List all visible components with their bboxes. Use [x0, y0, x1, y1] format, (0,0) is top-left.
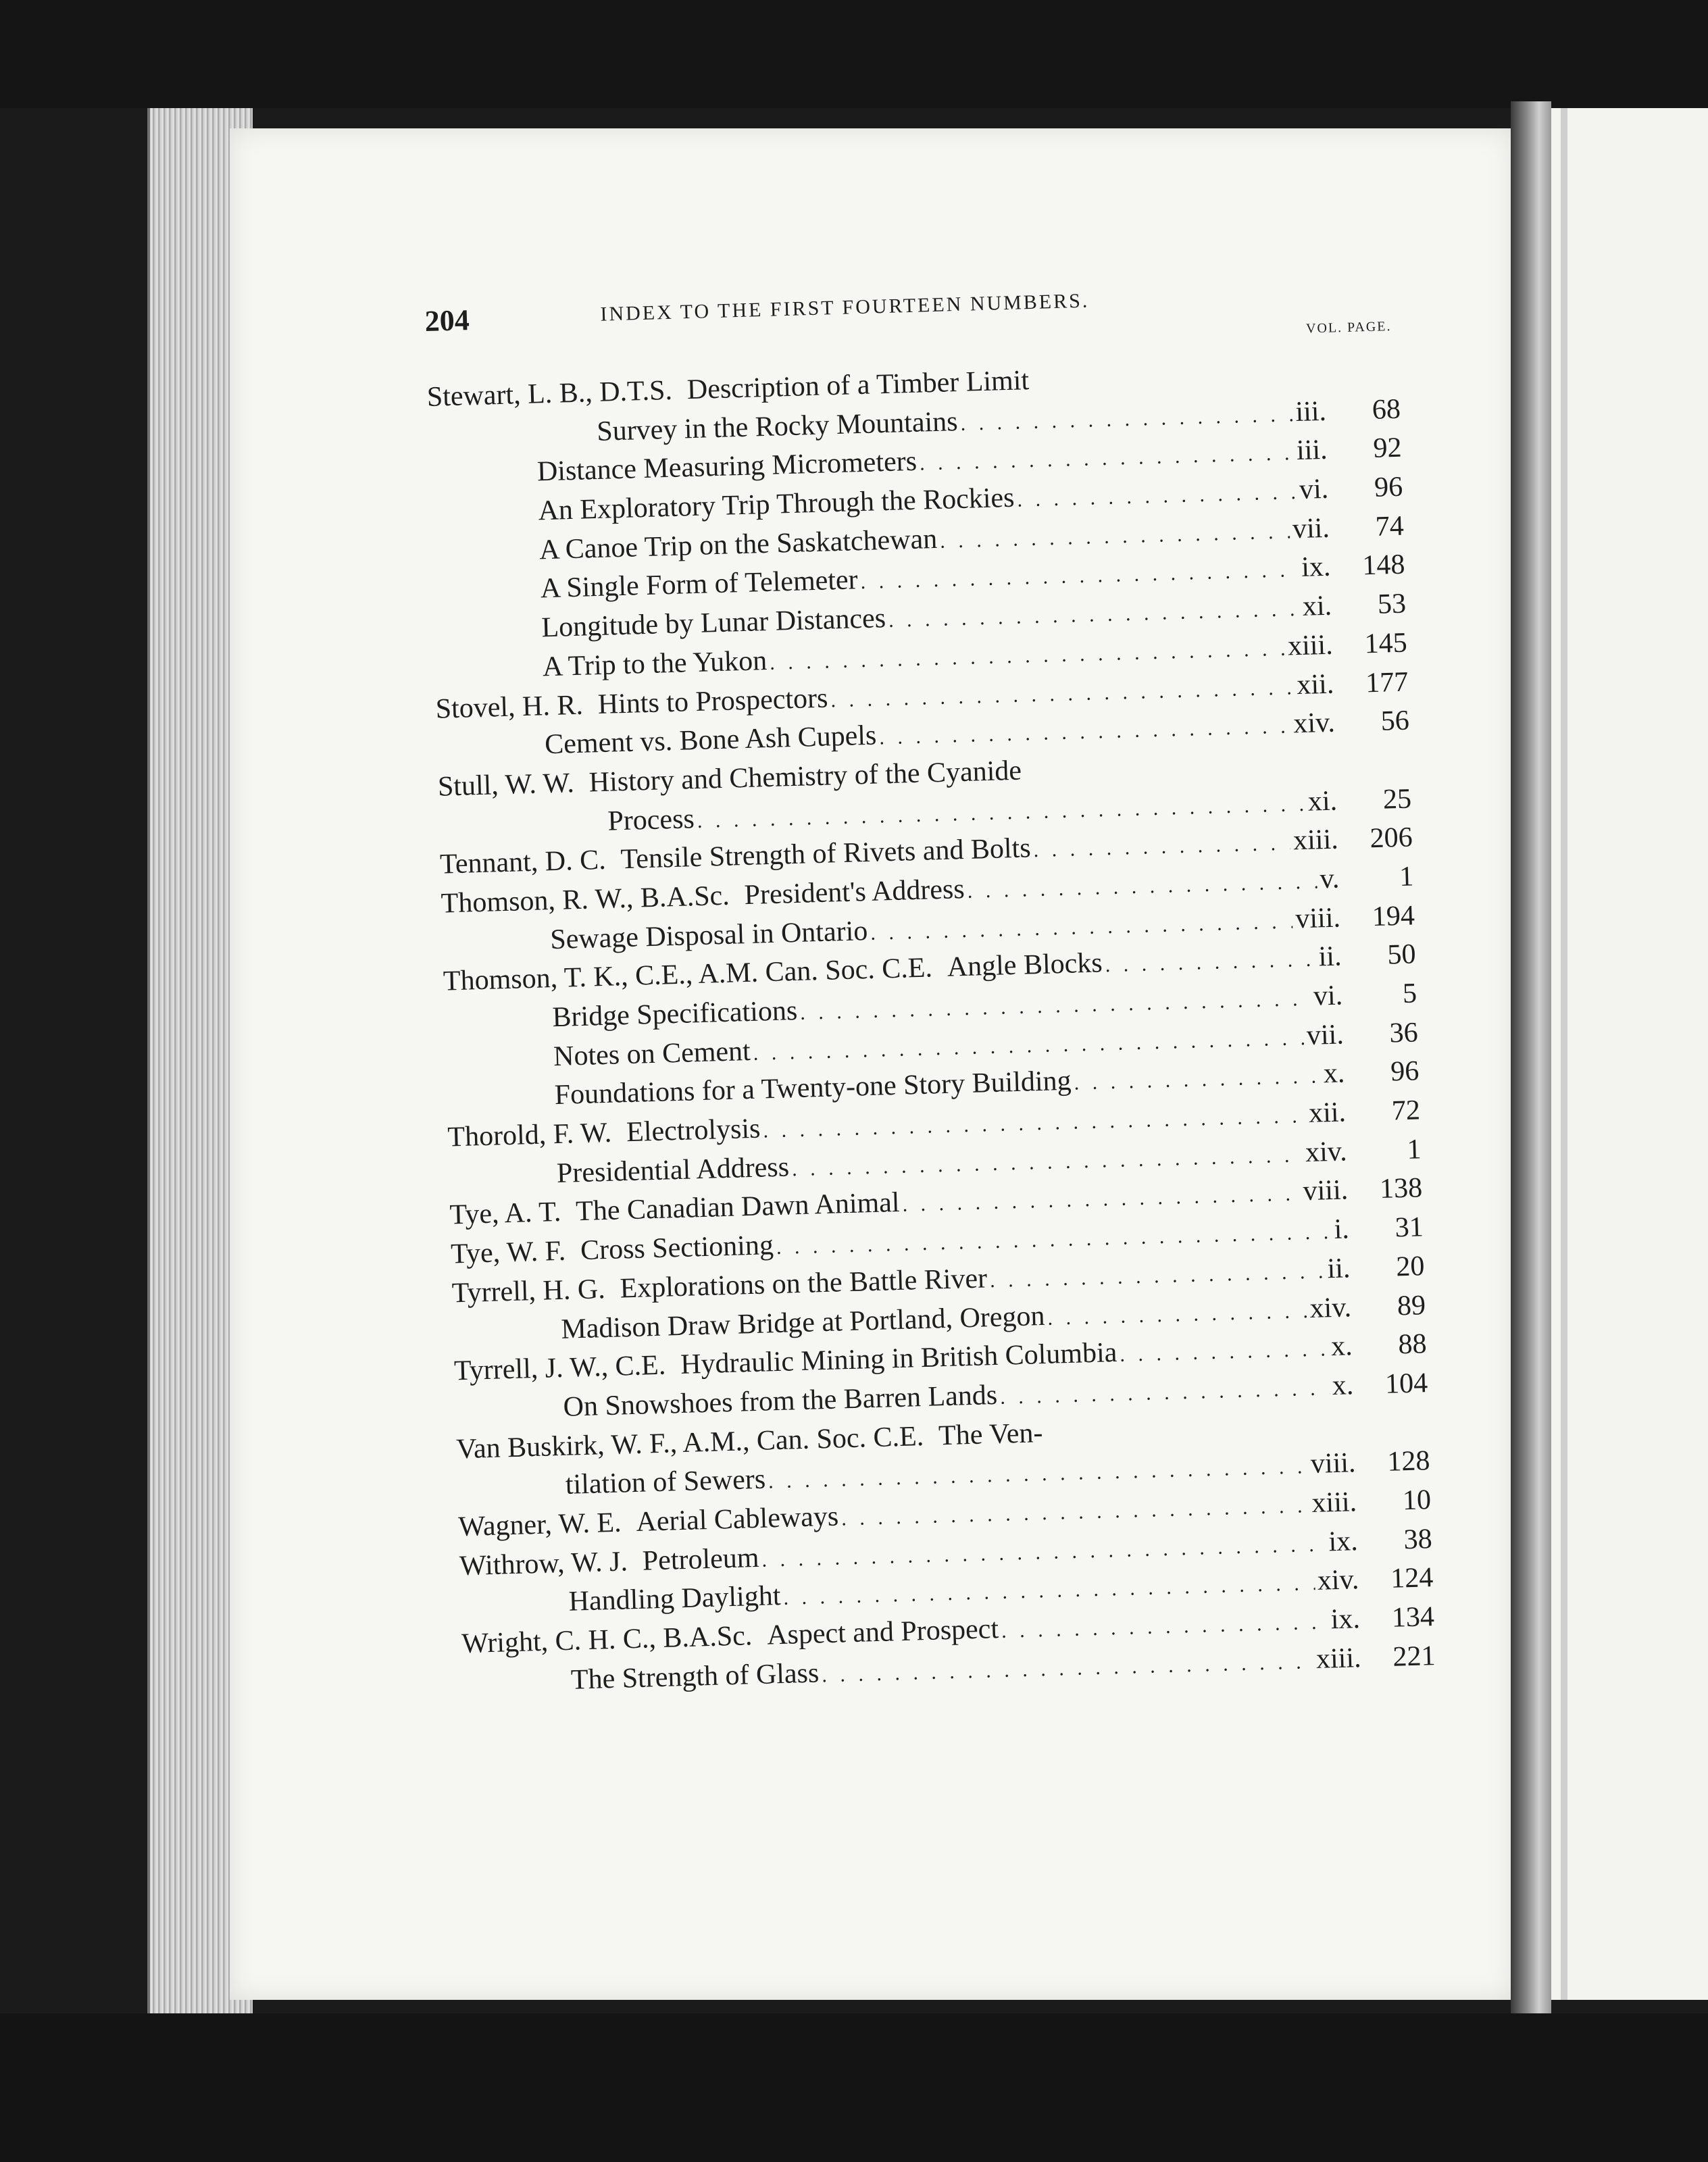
- entry-volume: vi.: [1313, 980, 1343, 1012]
- entry-volume: xiii.: [1311, 1486, 1357, 1519]
- dot-leader: [1024, 771, 1333, 780]
- entry-author: Van Buskirk, W. F., A.M., Can. Soc. C.E.: [455, 1420, 924, 1465]
- entry-author: Stovel, H. R.: [435, 689, 584, 725]
- entry-volume: xiv.: [1292, 707, 1336, 740]
- entry-volume: vii.: [1306, 1019, 1345, 1051]
- entry-volume: xi.: [1302, 590, 1332, 622]
- entry-title: Petroleum: [642, 1542, 760, 1577]
- entry-page: 89: [1397, 1289, 1426, 1322]
- facing-page-edge: [1561, 108, 1567, 2000]
- entry-page: 138: [1379, 1172, 1423, 1205]
- entry-volume: xii.: [1308, 1097, 1347, 1129]
- dot-leader: [1120, 1330, 1329, 1374]
- entry-title: Electrolysis: [626, 1113, 761, 1149]
- entry-author: Stull, W. W.: [437, 767, 575, 803]
- dot-leader: [1032, 381, 1322, 389]
- entry-page: 221: [1392, 1640, 1436, 1673]
- entry-title: A Single Form of Telemeter: [540, 564, 859, 605]
- dot-leader: [1033, 824, 1291, 870]
- entry-volume: x.: [1323, 1057, 1345, 1090]
- entry-page: [1326, 379, 1400, 381]
- entry-volume: x.: [1332, 1369, 1354, 1401]
- entry-page: 68: [1372, 393, 1401, 426]
- entry-page: 56: [1380, 705, 1410, 737]
- entry-title: Bridge Specifications: [551, 995, 798, 1034]
- entry-volume: xiv.: [1309, 1291, 1352, 1324]
- column-headings: VOL. PAGE.: [1305, 319, 1392, 336]
- entry-volume: vii.: [1292, 512, 1330, 545]
- entry-title: Angle Blocks: [947, 947, 1103, 984]
- entry-page: 1: [1399, 861, 1414, 893]
- entry-page: 96: [1390, 1055, 1420, 1088]
- entry-author: Tyrrell, H. G.: [451, 1273, 606, 1309]
- entry-title: An Exploratory Trip Through the Rockies: [537, 482, 1015, 527]
- entry-author: Thomson, T. K., C.E., A.M. Can. Soc. C.E.: [443, 952, 933, 997]
- running-title: INDEX TO THE FIRST FOURTEEN NUMBERS.: [600, 289, 1090, 326]
- entry-volume: vi.: [1299, 473, 1329, 506]
- entry-page: 96: [1374, 471, 1403, 503]
- entry-title: tilation of Sewers: [565, 1463, 766, 1501]
- entry-volume: viii.: [1295, 902, 1341, 934]
- entry-page: 74: [1375, 510, 1405, 543]
- entry-title: Aerial Cableways: [635, 1501, 839, 1538]
- entry-volume: xiii.: [1315, 1642, 1362, 1675]
- entry-page: 1: [1406, 1134, 1422, 1165]
- entry-title: Cross Sectioning: [580, 1230, 774, 1267]
- entry-title: On Snowshoes from the Barren Lands: [563, 1379, 998, 1423]
- entry-title: A Canoe Trip on the Saskatchewan: [538, 523, 938, 566]
- entry-title: Aspect and Prospect: [766, 1613, 999, 1651]
- entry-title: Notes on Cement: [553, 1035, 751, 1072]
- scan-background-bottom: [0, 2013, 1708, 2162]
- entry-author: Tennant, D. C.: [439, 845, 607, 880]
- entry-page: 194: [1372, 900, 1415, 932]
- entry-volume: iii.: [1295, 395, 1327, 428]
- entry-page: 36: [1389, 1017, 1419, 1049]
- entry-title: Presidential Address: [556, 1151, 790, 1189]
- entry-page: 53: [1377, 588, 1407, 620]
- entry-author: Thomson, R. W., B.A.Sc.: [441, 880, 730, 920]
- entry-page: 134: [1391, 1601, 1435, 1634]
- entry-volume: xiv.: [1317, 1564, 1359, 1597]
- facing-page: [1551, 108, 1708, 2000]
- dot-leader: [1074, 1057, 1322, 1103]
- entry-page: 124: [1390, 1562, 1434, 1595]
- entry-volume: x.: [1330, 1330, 1353, 1363]
- scan-background-top: [0, 0, 1708, 108]
- entry-volume: ii.: [1318, 940, 1342, 973]
- entry-page: 92: [1372, 432, 1403, 465]
- entry-page: 104: [1384, 1367, 1428, 1400]
- entry-page: 31: [1395, 1211, 1424, 1244]
- entry-page: 128: [1386, 1445, 1431, 1478]
- entry-volume: xi.: [1307, 785, 1338, 818]
- dot-leader: [1046, 1433, 1352, 1442]
- entry-page: 25: [1382, 783, 1412, 815]
- entry-title: Tensile Strength of Rivets and Bolts: [620, 832, 1032, 876]
- entry-page: 20: [1395, 1251, 1425, 1283]
- page-number: 204: [424, 303, 470, 338]
- entry-volume: xiii.: [1292, 824, 1339, 857]
- entry-page: 88: [1397, 1328, 1428, 1361]
- book-gutter: [1511, 101, 1551, 2027]
- entry-title: Longitude by Lunar Distances: [541, 603, 886, 644]
- entry-title: President's Address: [744, 873, 965, 911]
- entry-page: 177: [1365, 666, 1409, 699]
- entry-title: Foundations for a Twenty-one Story Building: [554, 1065, 1072, 1111]
- entry-title: Process: [607, 803, 695, 837]
- entry-author: Tye, A. T.: [449, 1197, 561, 1231]
- entry-title: Madison Draw Bridge at Portland, Oregon: [560, 1300, 1046, 1345]
- entry-volume: v.: [1319, 863, 1340, 895]
- index-entries: [426, 351, 1436, 1703]
- entry-page: 206: [1370, 822, 1413, 855]
- entry-volume: xiii.: [1287, 629, 1334, 662]
- entry-title: Hydraulic Mining in British Columbia: [680, 1337, 1117, 1381]
- entry-author: Tye, W. F.: [450, 1235, 566, 1270]
- entry-title: Survey in the Rocky Mountains: [596, 405, 959, 447]
- entry-volume: ix.: [1328, 1525, 1359, 1557]
- entry-title: The Ven-: [938, 1417, 1044, 1451]
- entry-page: [1336, 768, 1411, 770]
- entry-volume: ix.: [1301, 551, 1332, 584]
- entry-volume: iii.: [1296, 434, 1328, 467]
- entry-volume: viii.: [1303, 1174, 1349, 1207]
- entry-title: Distance Measuring Micrometers: [536, 446, 918, 488]
- entry-title: The Canadian Dawn Animal: [575, 1187, 901, 1228]
- entry-title: A Trip to the Yukon: [542, 645, 768, 683]
- entry-volume: i.: [1333, 1213, 1350, 1246]
- entry-title: The Strength of Glass: [570, 1657, 820, 1696]
- entry-page: 145: [1363, 627, 1408, 660]
- entry-volume: xiv.: [1305, 1136, 1348, 1168]
- entry-page: 148: [1361, 549, 1405, 582]
- entry-author: Withrow, W. J.: [459, 1545, 628, 1582]
- entry-volume: ii.: [1326, 1253, 1351, 1285]
- entry-title: Explorations on the Battle River: [620, 1263, 988, 1305]
- dot-leader: [1047, 1292, 1308, 1338]
- entry-page: 10: [1402, 1484, 1432, 1517]
- entry-title: History and Chemistry of the Cyanide: [588, 755, 1022, 799]
- dot-leader: [1105, 940, 1317, 985]
- entry-page: [1355, 1431, 1429, 1433]
- entry-title: Sewage Disposal in Ontario: [549, 915, 868, 955]
- entry-title: Description of a Timber Limit: [686, 365, 1030, 406]
- entry-volume: xii.: [1296, 668, 1334, 701]
- entry-title: Hints to Prospectors: [597, 682, 828, 720]
- page-text-block: [424, 277, 1436, 1703]
- entry-page: 5: [1402, 978, 1417, 1009]
- entry-volume: viii.: [1310, 1447, 1357, 1480]
- entry-author: Thorold, F. W.: [447, 1117, 612, 1153]
- entry-volume: ix.: [1330, 1603, 1361, 1636]
- entry-author: Wagner, W. E.: [457, 1507, 622, 1543]
- entry-page: 50: [1386, 938, 1417, 971]
- entry-author: Wright, C. H. C., B.A.Sc.: [461, 1620, 753, 1660]
- entry-page: 72: [1391, 1095, 1421, 1127]
- entry-title: Handling Daylight: [568, 1580, 782, 1618]
- entry-author: Stewart, L. B., D.T.S.: [426, 374, 673, 413]
- entry-title: Cement vs. Bone Ash Cupels: [544, 720, 877, 761]
- entry-author: Tyrrell, J. W., C.E.: [453, 1349, 666, 1387]
- entry-page: 38: [1403, 1523, 1433, 1555]
